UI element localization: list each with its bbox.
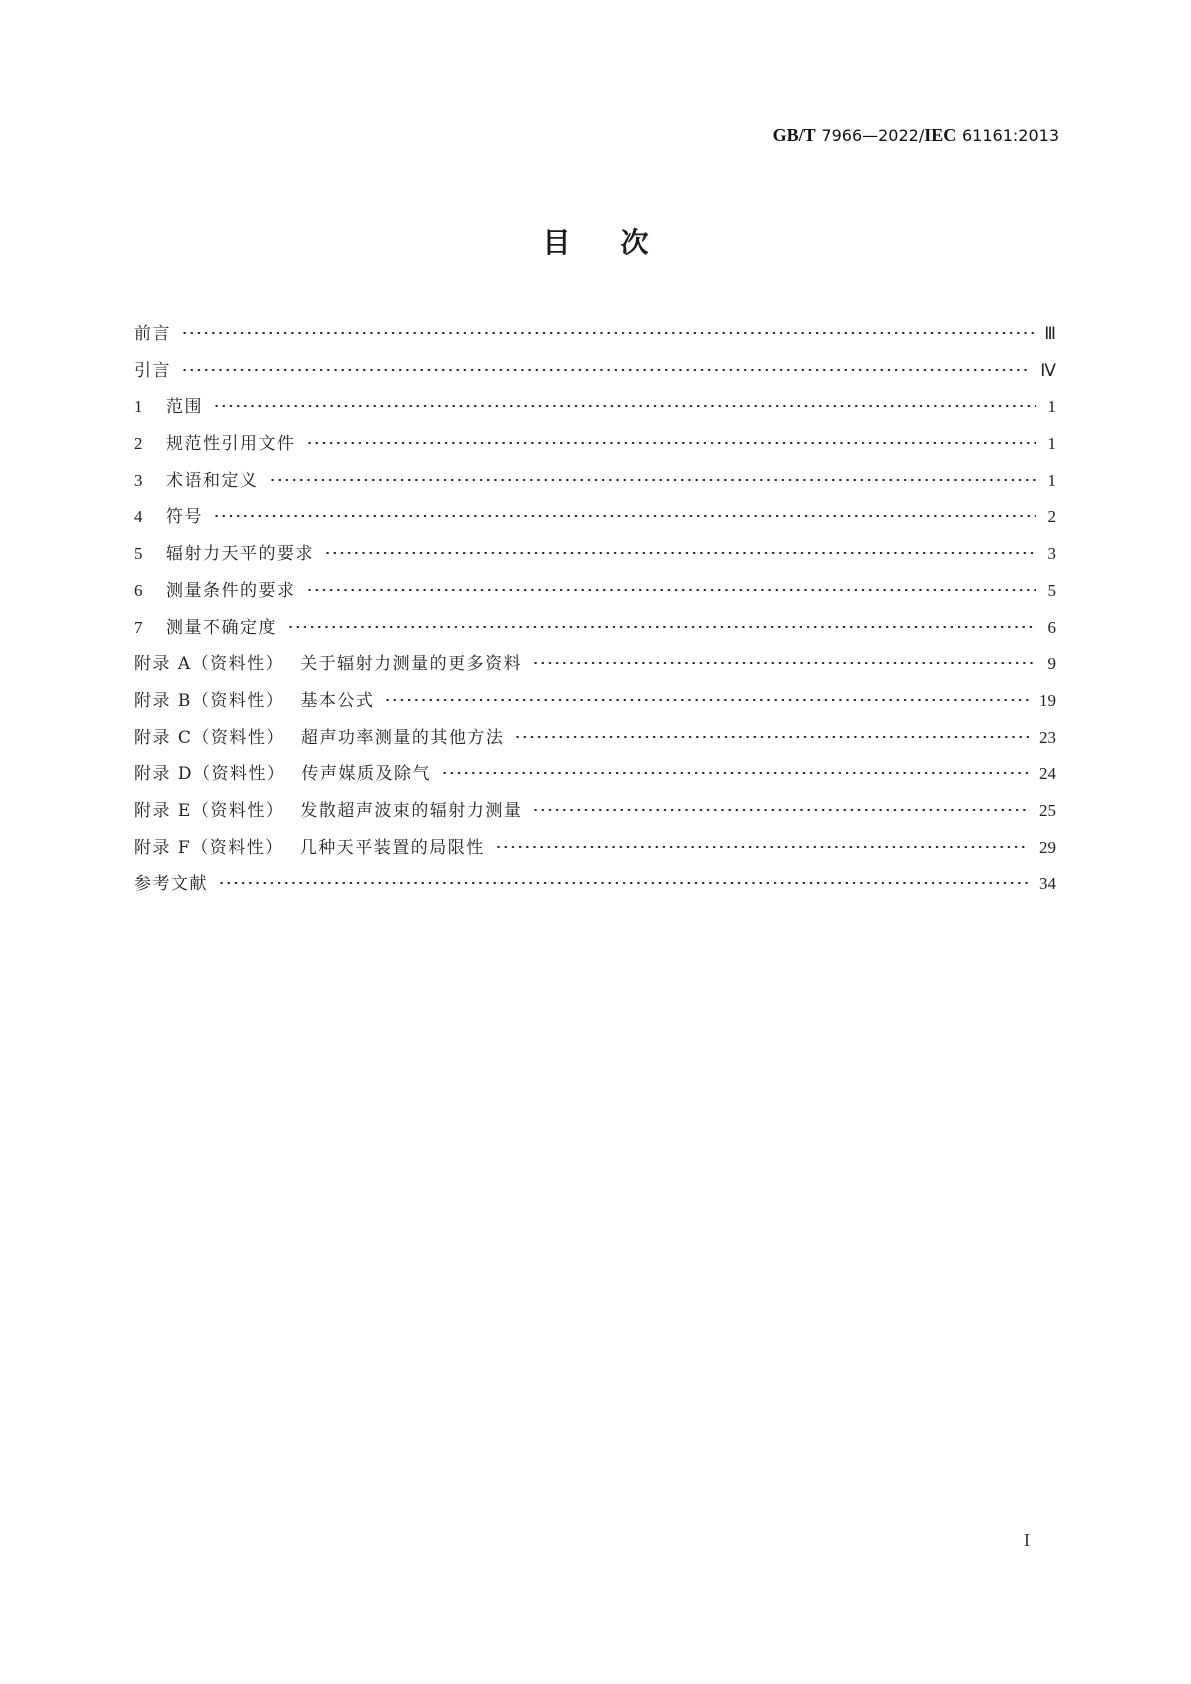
toc-entry-annex-c[interactable] — [134, 726, 1056, 763]
annex-prefix: 附录 C（资料性） — [134, 727, 285, 748]
toc-label: 前言 — [134, 324, 171, 344]
toc-page: 1 — [1047, 470, 1056, 490]
toc-label: 关于辐射力测量的更多资料 — [300, 654, 523, 675]
toc-page: 29 — [1039, 837, 1056, 857]
toc-label: 术语和定义 — [166, 470, 259, 491]
dot-leader — [181, 332, 1034, 334]
toc-page: 5 — [1047, 580, 1056, 600]
dot-leader — [213, 515, 1036, 517]
standard-number: 7966—2022/ — [821, 126, 925, 145]
dot-leader — [384, 699, 1029, 701]
dot-leader — [495, 846, 1029, 848]
toc-page: 23 — [1039, 727, 1056, 747]
toc-entry-annex-e[interactable] — [134, 799, 1056, 836]
dot-leader — [306, 589, 1037, 591]
dot-leader — [269, 479, 1037, 481]
toc-label: 测量不确定度 — [166, 617, 277, 638]
standard-prefix: GB/T — [772, 125, 816, 145]
standard-header — [773, 124, 1059, 147]
toc-label: 参考文献 — [134, 874, 208, 895]
toc-entry-annex-d[interactable] — [134, 762, 1056, 799]
dot-leader — [306, 442, 1037, 444]
toc-label: 发散超声波束的辐射力测量 — [300, 800, 523, 821]
dot-leader — [218, 882, 1029, 884]
iec-prefix: IEC — [924, 125, 957, 145]
dot-leader — [441, 772, 1029, 774]
toc-entry-introduction[interactable] — [134, 359, 1056, 396]
toc-entry-annex-a[interactable] — [134, 652, 1056, 689]
annex-prefix: 附录 E（资料性） — [134, 800, 285, 821]
toc-number: 5 — [134, 544, 144, 564]
toc-page: 19 — [1039, 690, 1056, 710]
dot-leader — [324, 552, 1036, 554]
toc-number: 1 — [134, 397, 144, 417]
toc-entry-normative-references[interactable] — [134, 432, 1056, 469]
toc-entry-scope[interactable] — [134, 395, 1056, 432]
table-of-contents — [134, 322, 1056, 909]
toc-label: 基本公式 — [300, 690, 375, 711]
title-char-1: 目 — [542, 226, 571, 259]
toc-page: 1 — [1047, 397, 1056, 417]
toc-page: Ⅳ — [1040, 360, 1056, 380]
toc-page: 9 — [1047, 654, 1056, 674]
toc-entry-bibliography[interactable] — [134, 872, 1056, 909]
toc-page: 25 — [1039, 800, 1056, 820]
dot-leader — [514, 736, 1029, 738]
toc-label: 超声功率测量的其他方法 — [300, 727, 505, 748]
toc-label: 传声媒质及除气 — [301, 764, 432, 785]
toc-entry-foreword[interactable] — [134, 322, 1056, 359]
toc-page: 2 — [1047, 507, 1056, 527]
dot-leader — [287, 626, 1036, 628]
toc-label: 规范性引用文件 — [166, 434, 296, 455]
title-char-2: 次 — [620, 226, 649, 259]
dot-leader — [181, 369, 1030, 371]
toc-page: 1 — [1047, 434, 1056, 454]
annex-prefix: 附录 D（资料性） — [134, 764, 286, 785]
toc-entry-annex-f[interactable] — [134, 836, 1056, 873]
toc-entry-symbols[interactable] — [134, 505, 1056, 542]
toc-number: 4 — [134, 507, 144, 527]
toc-page: 6 — [1047, 617, 1056, 637]
toc-number: 3 — [134, 470, 144, 490]
toc-label: 辐射力天平的要求 — [166, 544, 314, 565]
annex-prefix: 附录 A（资料性） — [134, 654, 285, 675]
toc-entry-balance-requirements[interactable] — [134, 542, 1056, 579]
toc-number: 2 — [134, 434, 144, 454]
toc-number: 6 — [134, 580, 144, 600]
toc-label: 符号 — [166, 507, 203, 528]
toc-page: 34 — [1039, 874, 1056, 894]
iec-number: 61161:2013 — [961, 126, 1059, 145]
toc-label: 几种天平装置的局限性 — [299, 837, 485, 858]
toc-page: 24 — [1039, 764, 1056, 784]
toc-label: 测量条件的要求 — [166, 580, 296, 601]
toc-entry-terms-definitions[interactable] — [134, 469, 1056, 506]
dot-leader — [532, 662, 1036, 664]
toc-label: 引言 — [134, 360, 171, 381]
toc-entry-measurement-uncertainty[interactable] — [134, 616, 1056, 653]
annex-prefix: 附录 F（资料性） — [134, 837, 284, 858]
toc-page: 3 — [1047, 544, 1056, 564]
toc-label: 范围 — [166, 397, 203, 418]
toc-entry-annex-b[interactable] — [134, 689, 1056, 726]
toc-number: 7 — [134, 617, 144, 637]
dot-leader — [213, 405, 1036, 407]
toc-page: Ⅲ — [1044, 324, 1056, 343]
toc-entry-measurement-conditions[interactable] — [134, 579, 1056, 616]
dot-leader — [532, 809, 1029, 811]
annex-prefix: 附录 B（资料性） — [134, 690, 285, 711]
page-number: I — [1024, 1530, 1030, 1550]
page-title — [0, 226, 1191, 260]
